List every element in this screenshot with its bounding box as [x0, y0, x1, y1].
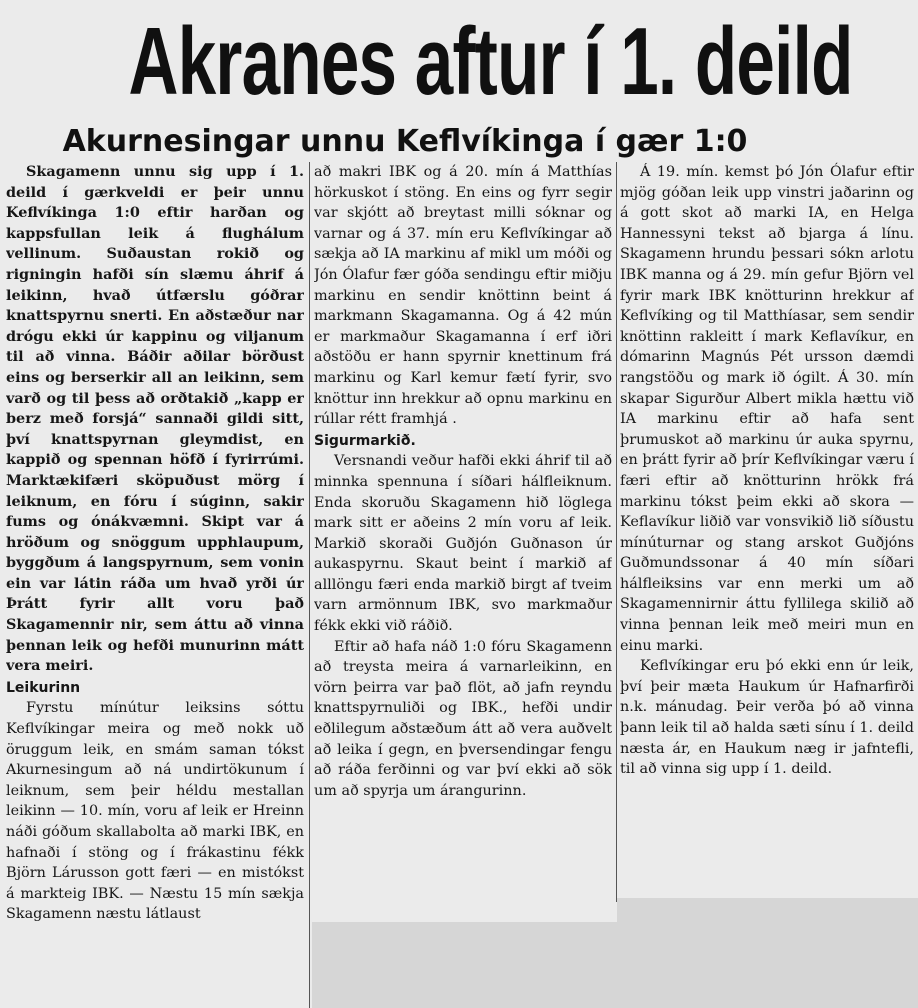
article-column-1 [6, 162, 304, 1008]
article-paragraph: Versnandi veður hafði ekki áhrif til að minnka spennuna í síðari hálfleiknum. Enda skoruðu Skagamenn hið löglega mark sitt er aðeins 2 mín voru af leik. Markið skoraði Guðjón Guðnason úr aukaspyrnu. Skaut beint í markið af alllöngu færi enda markið birgt af tveim varn armönnum IBK, svo markmaður fékk ekki við ráðið. [314, 453, 612, 635]
column-divider [616, 162, 617, 902]
subheadline: Akurnesingar unnu Keflvíkinga í gær 1:0 [62, 124, 748, 159]
blank-background [312, 922, 918, 1008]
article-column-2 [314, 162, 612, 922]
article-column-3 [620, 162, 914, 902]
section-heading: Sigurmarkið. [314, 432, 416, 449]
headline: Akranes aftur í 1. deild [128, 8, 853, 115]
column-divider [309, 162, 310, 1008]
article-paragraph: Keflvíkingar eru þó ekki enn úr leik, því þeir mæta Haukum úr Hafnarfirði n.k. mánudag. Þeir verða þó að vinna þann leik til að halda sæti sínu í 1. deild næsta ár, en Haukum næg ir jafntefli, til að vinna sig upp í 1. deild. [620, 658, 914, 778]
article-paragraph: Eftir að hafa náð 1:0 fóru Skagamenn að treysta meira á varnarleikinn, en vörn þeirra var það flöt, að jafn reyndu knattspyrnuliði og IBK., hefði undir eðlilegum aðstæðum átt að vera auðvelt að leika í gegn, en þversendingar fengu að ráða ferðinni og var því ekki að sök um að spyrja um árangurinn. [314, 638, 612, 799]
article-paragraph: Skagamenn unnu sig upp í 1. deild í gærkveldi er þeir unnu Keflvíkinga 1:0 eftir harðan og kappsfullan leik á flughálum vellinum. Suðaustan rokið og rigningin hafði sín slæmu áhrif á leikinn, hvað útfærslu góðrar knattspyrnu snerti. En aðstæður nar drógu ekki úr kappinu og viljanum til að vinna. Báðir aðilar börðust eins og berserkir all an leikinn, sem varð og til þess að orðtakið „kapp er berz með forsjá“ sannaði gildi sitt, því knattspyrnan gleymdist, en kappið og spennan höfð í fyrirrúmi. Marktækifæri sköpuðust mörg í leiknum, en fóru í súginn, sakir fums og ónákvæmni. Skipt var á hröðum og snöggum upphlaupum, byggðum á langspyrnum, sem vonin ein var látin ráða um hvað yrði úr Þrátt fyrir allt voru það Skagamennir nir, sem áttu að vinna þennan leik og hefði munurinn mátt vera meiri. [6, 163, 304, 675]
article-paragraph: Á 19. mín. kemst þó Jón Ólafur eftir mjög góðan leik upp vinstri jaðarinn og á gott skot að marki IA, en Helga Hannessyni tekst að bjarga á línu. Skagamenn hrundu þessari sókn arlotu IBK manna og á 29. mín gefur Björn vel fyrir mark IBK knötturinn hrekkur af Keflvíking og til Matthíasar, sem sendir knöttinn rakleitt í mark Keflavíkur, en dómarinn Magnús Pét ursson dæmdi rangstöðu og mark ið ógilt. Á 30. mín skapar Sigurður Albert mikla hættu við IA markinu eftir að hafa sent þrumuskot að markinu úr auka spyrnu, en þrátt fyrir að þrír Keflvíkingar væru í færi eftir að knötturinn hrökk frá markinu tókst þeim ekki að skora — Keflavíkur liðið var vonsvikið lið síðustu mínúturnar og stang arskot Guðjóns Guðmundssonar á 40 mín síðari hálfleiksins var enn merki um að Skagamennirnir áttu fyllilega skilið að vinna þennan leik með meiri mun en einu marki. [620, 164, 914, 654]
article-paragraph: Fyrstu mínútur leiksins sóttu Keflvíkingar meira og með nokk uð öruggum leik, en smám saman tókst Akurnesingum að ná undirtökunum í leiknum, sem þeir héldu mestallan leikinn — 10. mín, voru af leik er Hreinn náði góðum skallabolta að marki IBK, en hafnaði í stöng og í frákastinu fékk Björn Lárusson gott færi — en mistókst á markteig IBK. — Næstu 15 mín sækja Skagamenn næstu látlaust [6, 700, 304, 923]
article-paragraph: að makri IBK og á 20. mín á Matthías hörkuskot í stöng. En eins og fyrr segir var skjótt að breytast milli sóknar og varnar og á 37. mín eru Keflvíkingar að sækja að IA markinu af mikl um móði og Jón Ólafur fær góða sendingu eftir miðju markinu en sendir knöttinn beint á markmann Skagamanna. Og á 42 mún er markmaður Skagamanna í erf iðri aðstöðu er hann spyrnir knettinum frá markinu og Karl kemur fætí fyrir, svo knöttur inn hrekkur að opnu markinu en rúllar rétt framhjá . [314, 164, 612, 428]
section-heading: Leikurinn [6, 679, 81, 696]
blank-background [617, 898, 918, 928]
